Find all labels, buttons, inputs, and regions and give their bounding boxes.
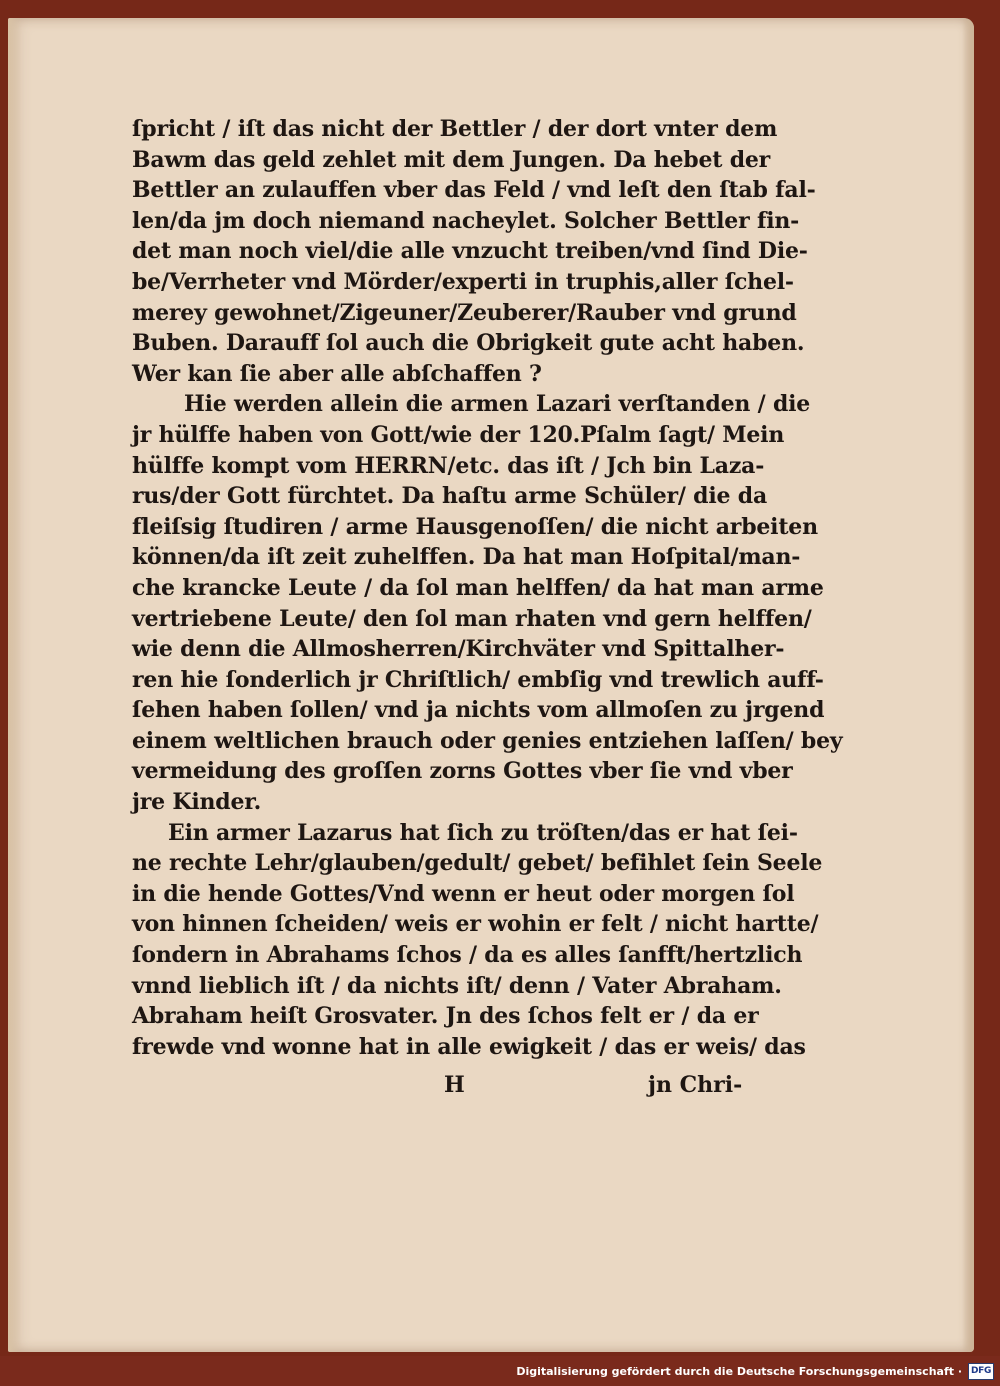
- dfg-logo-icon: DFG: [968, 1363, 994, 1380]
- funding-credit: Digitalisierung gefördert durch die Deutsche Forschungsgemeinschaft ·: [516, 1364, 962, 1378]
- text-line: Buben. Darauff ſol auch die Obrigkeit gute acht haben.: [132, 330, 805, 357]
- text-line: einem weltlichen brauch oder genies entziehen laſſen/ bey: [132, 727, 843, 754]
- text-line: rus/der Gott fürchtet. Da haſtu arme Schüler/ die da: [132, 483, 768, 510]
- text-line: wie denn die Allmosherren/Kirchväter vnd Spittalher-: [132, 636, 785, 663]
- paragraph-start-line: Hie werden allein die armen Lazari verſtanden / die: [184, 391, 811, 418]
- page-edge-shadow: [962, 18, 974, 1352]
- text-line: Wer kan ſie aber alle abſchaffen ?: [132, 360, 542, 387]
- text-line: Abraham heiſt Grosvater. Jn des ſchos felt er / da er: [132, 1003, 759, 1030]
- text-line: len/da jm doch niemand nacheylet. Solcher Bettler fin-: [132, 207, 800, 234]
- text-line: ſondern in Abrahams ſchos / da es alles ſanfft/hertzlich: [132, 942, 803, 969]
- paragraph-start-line: Ein armer Lazarus hat ſich zu tröſten/das er hat ſei-: [168, 819, 798, 846]
- text-line: hülffe kompt vom HERRN/etc. das iſt / Jch bin Laza-: [132, 452, 765, 479]
- text-line: können/da iſt zeit zuhelffen. Da hat man Hoſpital/man-: [132, 544, 801, 571]
- text-line: jr hülffe haben von Gott/wie der 120.Pſalm ſagt/ Mein: [132, 421, 785, 448]
- text-line: frewde vnd wonne hat in alle ewigkeit / das er weis/ das: [132, 1033, 806, 1060]
- book-page: [8, 18, 974, 1352]
- page-foot: [132, 1064, 772, 1100]
- text-line: be/Verrheter vnd Mörder/experti in truphis,aller ſchel-: [132, 268, 794, 295]
- text-line: jre Kinder.: [132, 789, 262, 816]
- text-line: von hinnen ſcheiden/ weis er wohin er felt / nicht hartte/: [132, 911, 819, 938]
- text-line: vertriebene Leute/ den ſol man rhaten vnd gern helffen/: [132, 605, 812, 632]
- page-gutter-shadow: [8, 18, 22, 1352]
- text-line: merey gewohnet/Zigeuner/Zeuberer/Rauber vnd grund: [132, 299, 797, 326]
- text-line: Bawm das geld zehlet mit dem Jungen. Da hebet der: [132, 146, 771, 173]
- catchword: jn Chri-: [648, 1072, 743, 1098]
- digitization-footer: [0, 1356, 1000, 1386]
- text-line: ſehen haben ſollen/ vnd ja nichts vom allmoſen zu jrgend: [132, 697, 825, 724]
- text-line: ren hie ſonderlich jr Chriſtlich/ embſig vnd trewlich auff-: [132, 666, 824, 693]
- body-text: [132, 114, 843, 1062]
- text-line: ne rechte Lehr/glauben/gedult/ gebet/ befihlet ſein Seele: [132, 850, 823, 877]
- text-line: vermeidung des groſſen zorns Gottes vber ſie vnd vber: [132, 758, 793, 785]
- text-line: fleiſsig ſtudiren / arme Hausgenoſſen/ die nicht arbeiten: [132, 513, 818, 540]
- text-line: in die hende Gottes/Vnd wenn er heut oder morgen ſol: [132, 880, 795, 907]
- text-line: che krancke Leute / da ſol man helffen/ da hat man arme: [132, 574, 824, 601]
- signature-mark: H: [444, 1072, 465, 1098]
- text-line: det man noch viel/die alle vnzucht treiben/vnd ſind Die-: [132, 238, 808, 265]
- text-line: ſpricht / iſt das nicht der Bettler / der dort vnter dem: [132, 116, 778, 142]
- text-line: vnnd lieblich iſt / da nichts iſt/ denn / Vater Abraham.: [132, 972, 782, 999]
- text-line: Bettler an zulauffen vber das Feld / vnd leſt den ſtab fal-: [132, 177, 816, 204]
